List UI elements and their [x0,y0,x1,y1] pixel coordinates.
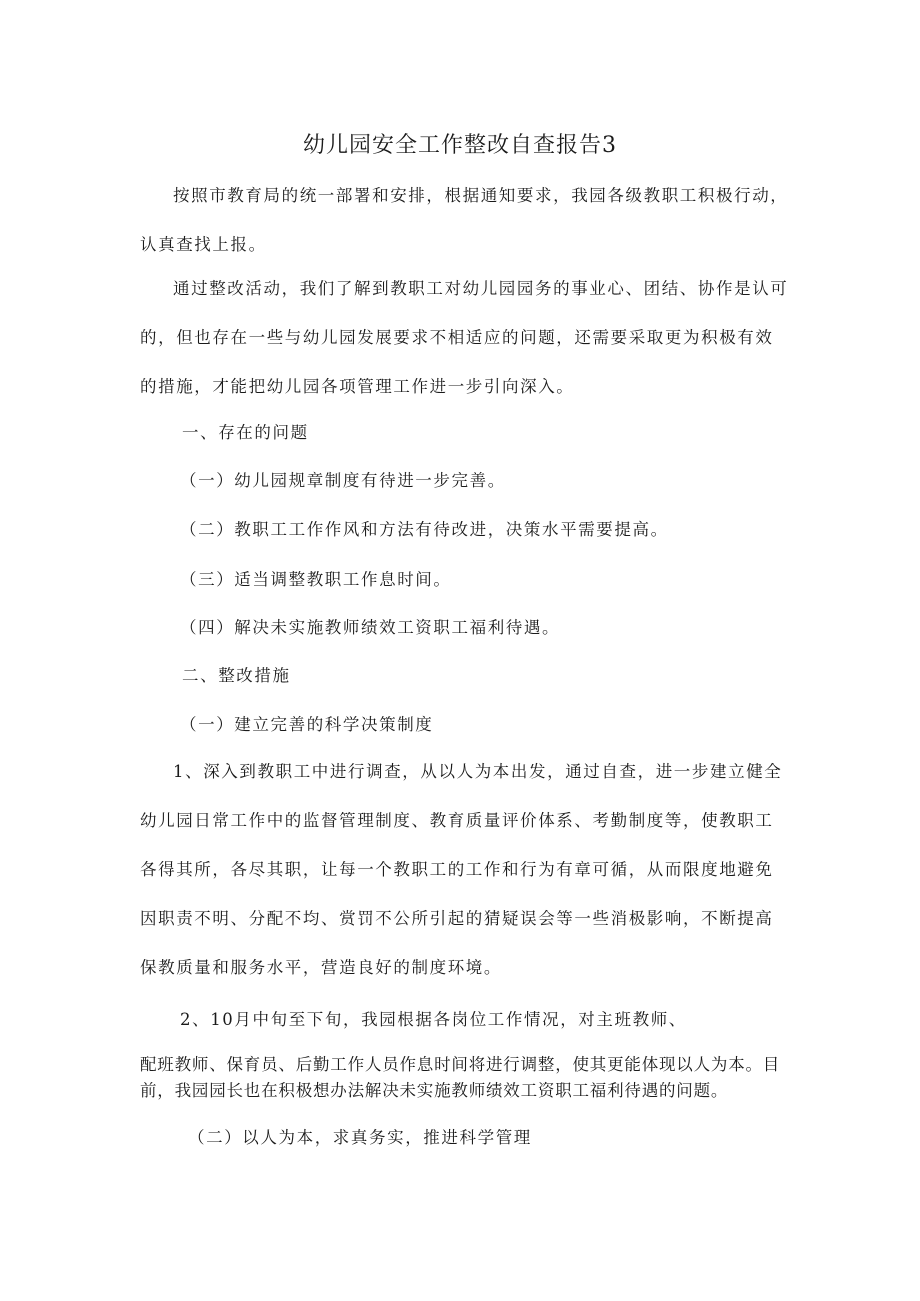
measure-item-2: （二）以人为本，求真务实，推进科学管理 [188,1128,532,1147]
problem-item-4: （四）解决未实施教师绩效工资职工福利待遇。 [180,618,561,637]
measure-paragraph-2-body: 配班教师、保育员、后勤工作人员作息时间将进行调整，使其更能体现以人为本。目前，我园园长也在积极想办法解决未实施教师绩效工资职工福利待遇的问题。 [140,1055,781,1100]
problem-item-3: （三）适当调整教职工作息时间。 [180,570,452,589]
section-heading-problems: 一、存在的问题 [182,423,309,442]
intro-paragraph: 按照市教育局的统一部署和安排，根据通知要求，我园各级教职工积极行动，认真查找上报。 [140,186,789,254]
measure-paragraph-2-first-line: 2、10月中旬至下旬，我园根据各岗位工作情况，对主班教师、 [180,1010,687,1029]
summary-paragraph: 通过整改活动，我们了解到教职工对幼儿园园务的事业心、团结、协作是认可的，但也存在一些与幼儿园发展要求不相适应的问题，还需要采取更为积极有效的措施，才能把幼儿园各项管理工作进一步引向深入。 [140,279,789,396]
problem-item-1: （一）幼儿园规章制度有待进一步完善。 [180,471,506,490]
section-heading-measures: 二、整改措施 [182,666,291,685]
problem-item-2: （二）教职工工作作风和方法有待改进，决策水平需要提高。 [180,520,669,539]
document-title: 幼儿园安全工作整改自查报告3 [303,133,617,158]
measure-item-1: （一）建立完善的科学决策制度 [180,715,434,734]
measure-paragraph-1: 1、深入到教职工中进行调查，从以人为本出发，通过自查，进一步建立健全幼儿园日常工作中的监督管理制度、教育质量评价体系、考勤制度等，使教职工各得其所，各尽其职，让每一个教职工的工作和行为有章可循，从而限度地避免因职责不明、分配不均、赏罚不公所引起的猜疑误会等一些消极影响，不断提高保教质量和服务水平，营造良好的制度环境。 [140,762,783,977]
